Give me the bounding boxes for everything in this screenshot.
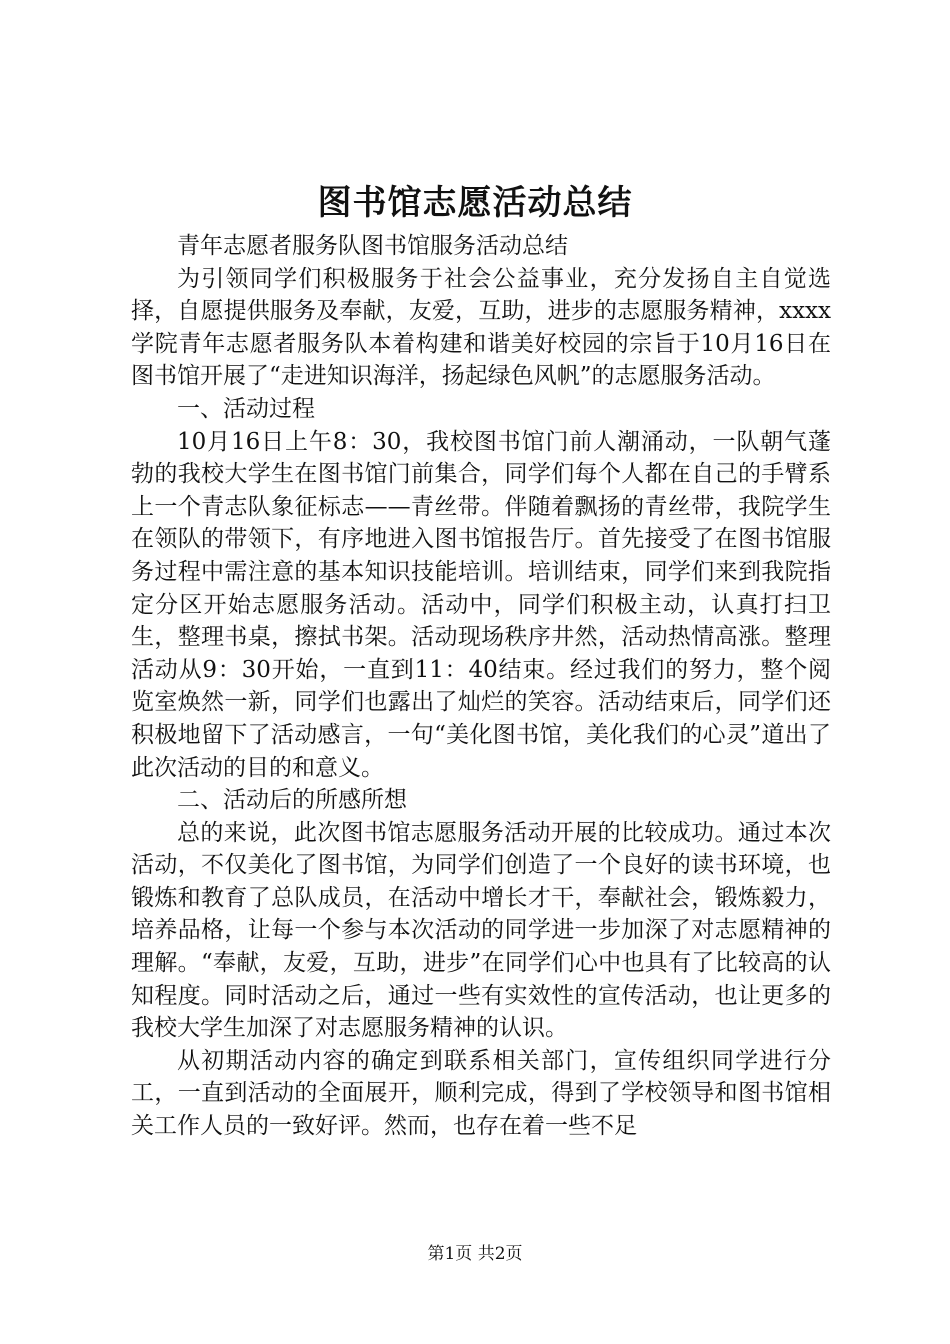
paragraph-process: 10月16日上午8：30，我校图书馆门前人潮涌动，一队朝气蓬勃的我校大学生在图书馆门前集合，同学们每个人都在自己的手臂系上一个青志队象征标志——青丝带。伴随着飘扬的青丝带，我院学生在领队的带领下，有序地进入图书馆报告厅。首先接受了在图书馆服务过程中需注意的基本知识技能培训。培训结束，同学们来到我院指定分区开始志愿服务活动。活动中，同学们积极主动，认真打扫卫生，整理书桌，擦拭书架。活动现场秩序井然，活动热情高涨。整理活动从9：30开始，一直到11：40结束。经过我们的努力，整个阅览室焕然一新，同学们也露出了灿烂的笑容。活动结束后，同学们还积极地留下了活动感言，一句“美化图书馆，美化我们的心灵”道出了此次活动的目的和意义。 — [131, 428, 831, 781]
paragraph-subtitle: 青年志愿者服务队图书馆服务活动总结 — [177, 233, 568, 259]
section-heading-process: 一、活动过程 — [177, 395, 315, 422]
paragraph-shortcomings: 从初期活动内容的确定到联系相关部门，宣传组织同学进行分工，一直到活动的全面展开，顺利完成，得到了学校领导和图书馆相关工作人员的一致好评。然而，也存在着一些不足 — [131, 1047, 831, 1140]
section-heading-reflection: 二、活动后的所感所想 — [177, 787, 407, 814]
page-number-footer: 第1页 共2页 — [427, 1244, 523, 1264]
paragraph-intro: 为引领同学们积极服务于社会公益事业，充分发扬自主自觉选择，自愿提供服务及奉献，友爱，互助，进步的志愿服务精神，xxxx学院青年志愿者服务队本着构建和谐美好校园的宗旨于10月16日在图书馆开展了“走进知识海洋，扬起绿色风帆”的志愿服务活动。 — [131, 265, 831, 390]
document-title: 图书馆志愿活动总结 — [317, 183, 633, 223]
paragraph-reflection: 总的来说，此次图书馆志愿服务活动开展的比较成功。通过本次活动，不仅美化了图书馆，为同学们创造了一个良好的读书环境，也锻炼和教育了总队成员，在活动中增长才干，奉献社会，锻炼毅力，培养品格，让每一个参与本次活动的同学进一步加深了对志愿精神的理解。“奉献，友爱，互助，进步”在同学们心中也具有了比较高的认知程度。同时活动之后，通过一些有实效性的宣传活动，也让更多的我校大学生加深了对志愿服务精神的认识。 — [131, 819, 831, 1042]
document-body — [131, 230, 831, 1143]
